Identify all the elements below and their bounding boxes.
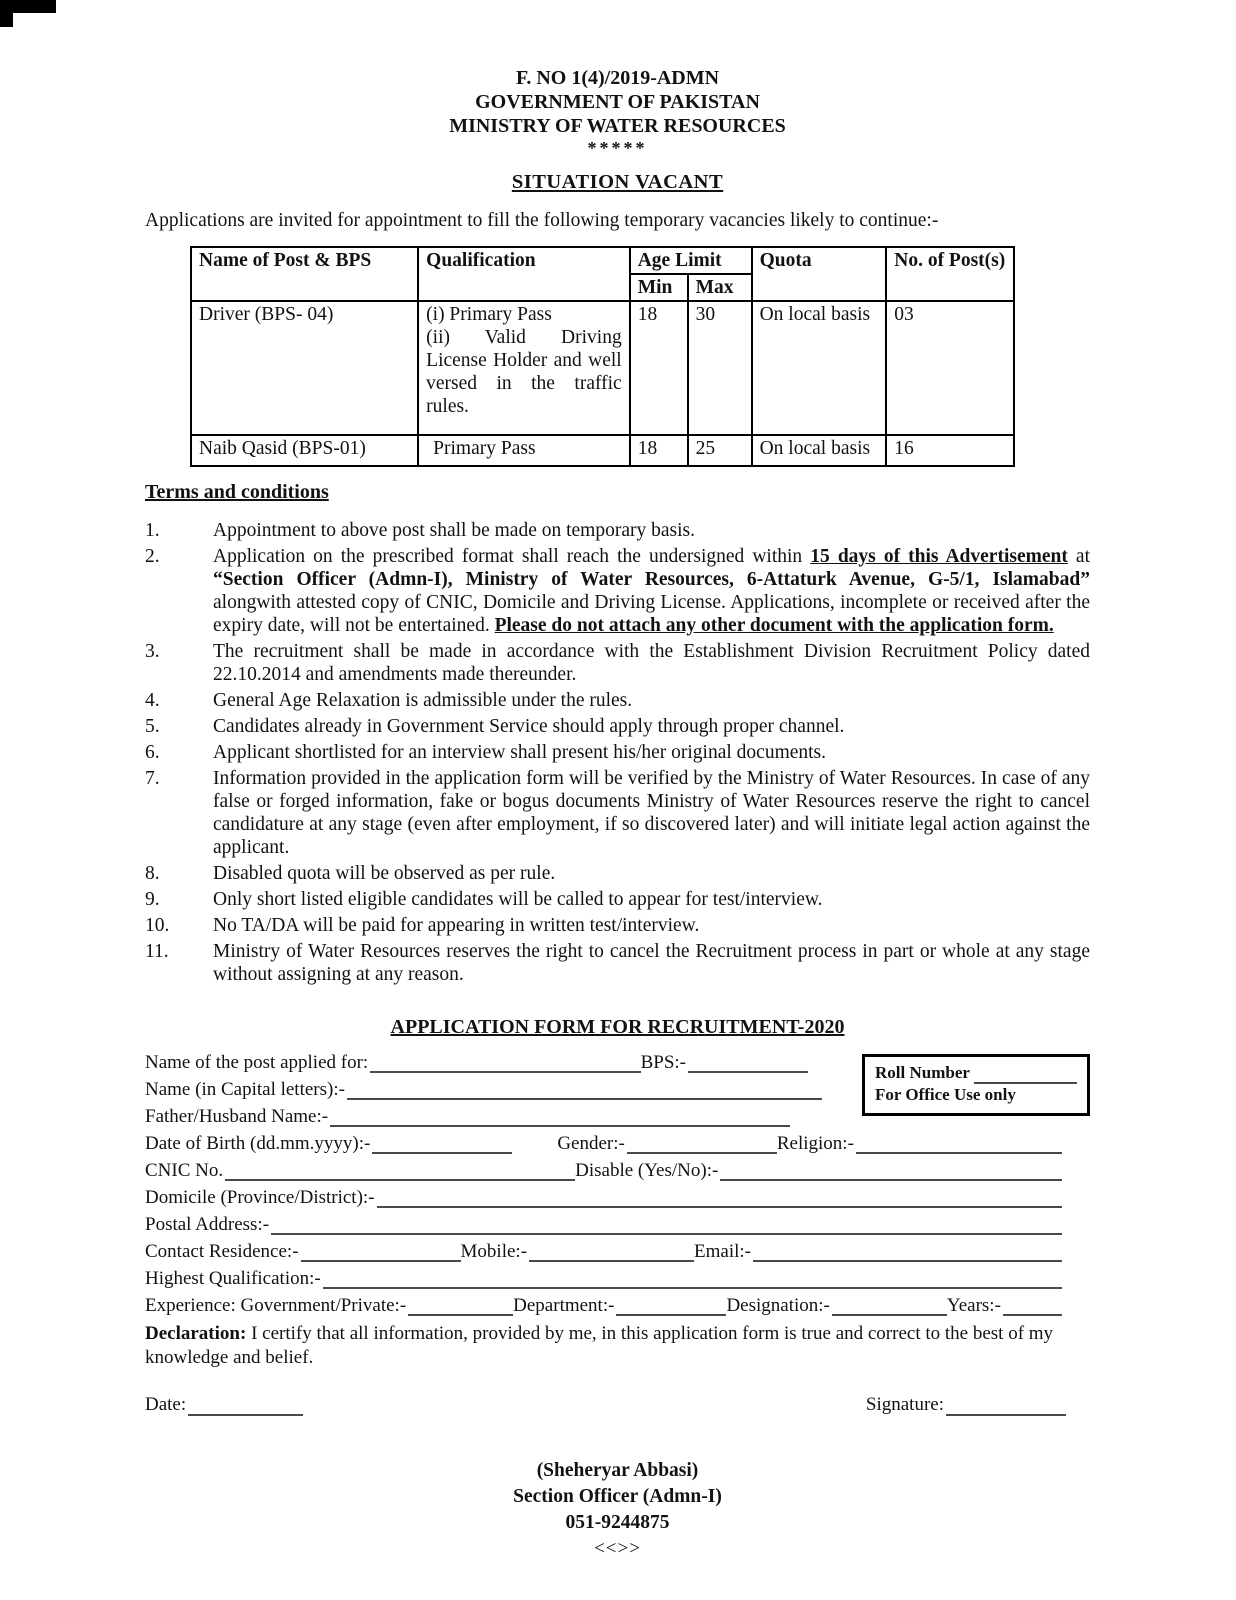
term-text: Disabled quota will be observed as per rule. xyxy=(213,863,556,884)
field-label-date: Date: xyxy=(145,1394,187,1415)
field-label-cnic: CNIC No. xyxy=(145,1160,224,1181)
term-number: 5. xyxy=(145,716,160,737)
blank-line xyxy=(1003,1296,1062,1316)
form-row xyxy=(145,1133,1062,1154)
form-row xyxy=(145,1241,1062,1262)
term-item xyxy=(145,940,1090,986)
term-number: 7. xyxy=(145,768,160,789)
field-label-post-applied: Name of the post applied for: xyxy=(145,1052,369,1073)
field-label-highest-qualification: Highest Qualification:- xyxy=(145,1268,321,1289)
blank-line xyxy=(616,1296,726,1316)
cell-post: Naib Qasid (BPS-01) xyxy=(191,435,418,466)
field-label-designation: Designation:- xyxy=(726,1295,830,1316)
term-number: 3. xyxy=(145,641,160,662)
application-form xyxy=(145,1052,1090,1416)
term-item xyxy=(145,888,1090,911)
file-number: F. NO 1(4)/2019-ADMN xyxy=(515,67,720,89)
end-mark: <<>> xyxy=(594,1538,641,1559)
field-label-disable: Disable (Yes/No):- xyxy=(575,1160,719,1181)
field-label-religion: Religion:- xyxy=(776,1133,854,1154)
term-item xyxy=(145,545,1090,637)
blank-line xyxy=(974,1066,1077,1084)
roll-number-box xyxy=(862,1054,1090,1116)
vacancy-table xyxy=(190,246,1015,467)
cell-qualification: Primary Pass xyxy=(418,435,630,466)
cell-post: Driver (BPS- 04) xyxy=(191,301,418,435)
form-row xyxy=(145,1079,822,1100)
term-text: Information provided in the application form will be verified by the Ministry of Water Resources. In case of any false or forged information, fake or bogus documents Ministry of Water Resources reserve the right to cancel candidature at any stage (even after employment, if so discovered later) and will initiate legal action against the applicant. xyxy=(213,768,1090,858)
form-row xyxy=(145,1214,1062,1235)
blank-line xyxy=(720,1161,1062,1181)
term-text: No TA/DA will be paid for appearing in written test/interview. xyxy=(213,915,700,936)
blank-line xyxy=(347,1080,822,1100)
col-header-quota: Quota xyxy=(752,247,887,301)
term-number: 8. xyxy=(145,863,160,884)
blank-line xyxy=(529,1242,694,1262)
cell-age-max: 30 xyxy=(688,301,752,435)
field-label-gender: Gender:- xyxy=(557,1133,625,1154)
cell-age-max: 25 xyxy=(688,435,752,466)
form-row xyxy=(145,1106,790,1127)
cell-quota: On local basis xyxy=(752,301,887,435)
col-header-no-of-posts: No. of Post(s) xyxy=(886,247,1014,301)
blank-line xyxy=(301,1242,461,1262)
term-text: The recruitment shall be made in accordance with the Establishment Division Recruitment Policy dated 22.10.2014 and amendments made thereunder. xyxy=(213,641,1090,685)
col-header-age-limit: Age Limit xyxy=(630,247,752,274)
term-number: 2. xyxy=(145,546,160,567)
term-item xyxy=(145,767,1090,859)
term-item xyxy=(145,862,1090,885)
field-label-email: Email:- xyxy=(694,1241,752,1262)
blank-line xyxy=(323,1269,1062,1289)
cell-posts: 03 xyxy=(886,301,1014,435)
term-text: Applicant shortlisted for an interview shall present his/her original documents. xyxy=(213,742,827,763)
form-row xyxy=(145,1160,1062,1181)
term-item xyxy=(145,914,1090,937)
office-use-label: For Office Use only xyxy=(875,1085,1016,1104)
blank-line xyxy=(753,1242,1062,1262)
term-number: 10. xyxy=(145,915,170,936)
intro-text: Applications are invited for appointment to fill the following temporary vacancies likely to continue:- xyxy=(145,210,939,231)
col-header-qualification: Qualification xyxy=(418,247,630,301)
term-number: 1. xyxy=(145,520,160,541)
field-label-dob: Date of Birth (dd.mm.yyyy):- xyxy=(145,1133,371,1154)
term-number: 9. xyxy=(145,889,160,910)
term-number: 11. xyxy=(145,941,169,962)
blank-line xyxy=(330,1107,790,1127)
terms-heading: Terms and conditions xyxy=(145,481,329,503)
field-label-department: Department:- xyxy=(513,1295,615,1316)
field-label-contact-residence: Contact Residence:- xyxy=(145,1241,299,1262)
declaration-text: Declaration: I certify that all information, provided by me, in this application form is true and correct to the best of my knowledge and belief. xyxy=(145,1323,1054,1368)
blank-line xyxy=(225,1161,575,1181)
term-text: General Age Relaxation is admissible under the rules. xyxy=(213,690,633,711)
blank-line xyxy=(856,1134,1062,1154)
term-item xyxy=(145,519,1090,542)
field-label-bps: BPS:- xyxy=(640,1052,686,1073)
table-row xyxy=(191,301,1014,435)
field-label-mobile: Mobile:- xyxy=(460,1241,528,1262)
terms-list xyxy=(145,519,1090,986)
stars-separator: ***** xyxy=(587,138,648,158)
term-number: 6. xyxy=(145,742,160,763)
scan-artifact xyxy=(0,0,13,27)
ministry-title: MINISTRY OF WATER RESOURCES xyxy=(449,115,786,137)
form-row xyxy=(145,1268,1062,1289)
table-row xyxy=(191,435,1014,466)
col-header-min: Min xyxy=(630,274,688,301)
blank-line xyxy=(372,1134,512,1154)
term-item xyxy=(145,741,1090,764)
field-label-domicile: Domicile (Province/District):- xyxy=(145,1187,375,1208)
cell-qualification: (i) Primary Pass (ii) Valid Driving License Holder and well versed in the traffic rules. xyxy=(418,301,630,435)
blank-line xyxy=(377,1188,1062,1208)
blank-line xyxy=(946,1396,1066,1416)
blank-line xyxy=(188,1396,303,1416)
signatory-phone: 051-9244875 xyxy=(565,1512,670,1533)
term-item xyxy=(145,715,1090,738)
term-text: Application on the prescribed format shall reach the undersigned within 15 days of this Advertisement at “Section Officer (Admn-I), Ministry of Water Resources, 6-Attaturk Avenue, G-5/1, Islamabad” alongwith attested copy of CNIC, Domicile and Driving License. Applications, incomplete or received after the expiry date, will not be entertained. Please do not attach any other document with the application form. xyxy=(213,546,1090,636)
term-item xyxy=(145,689,1090,712)
cell-age-min: 18 xyxy=(630,435,688,466)
blank-line xyxy=(408,1296,513,1316)
field-label-years: Years:- xyxy=(946,1295,1001,1316)
signatory-block xyxy=(145,1458,1090,1562)
signatory-name: (Sheheryar Abbasi) xyxy=(536,1460,699,1481)
date-signature-row xyxy=(145,1394,1066,1416)
term-number: 4. xyxy=(145,690,160,711)
term-text: Ministry of Water Resources reserves the right to cancel the Recruitment process in part or whole at any stage without assigning at any reason. xyxy=(213,941,1090,985)
blank-line xyxy=(370,1053,640,1073)
term-text: Candidates already in Government Service should apply through proper channel. xyxy=(213,716,845,737)
document-header xyxy=(145,66,1090,158)
field-label-postal: Postal Address:- xyxy=(145,1214,270,1235)
col-header-post: Name of Post & BPS xyxy=(191,247,418,301)
cell-posts: 16 xyxy=(886,435,1014,466)
government-title: GOVERNMENT OF PAKISTAN xyxy=(475,91,760,113)
blank-line xyxy=(271,1215,1062,1235)
blank-line xyxy=(627,1134,777,1154)
term-item xyxy=(145,640,1090,686)
field-label-father-husband: Father/Husband Name:- xyxy=(145,1106,329,1127)
field-label-signature: Signature: xyxy=(865,1394,944,1415)
signatory-designation: Section Officer (Admn-I) xyxy=(513,1486,722,1507)
term-text: Appointment to above post shall be made on temporary basis. xyxy=(213,520,695,541)
field-label-experience: Experience: Government/Private:- xyxy=(145,1295,407,1316)
cell-age-min: 18 xyxy=(630,301,688,435)
cell-quota: On local basis xyxy=(752,435,887,466)
form-row xyxy=(145,1187,1062,1208)
application-form-title: APPLICATION FORM FOR RECRUITMENT-2020 xyxy=(390,1016,845,1038)
col-header-max: Max xyxy=(688,274,752,301)
roll-number-label: Roll Number xyxy=(875,1063,970,1082)
term-text: Only short listed eligible candidates will be called to appear for test/interview. xyxy=(213,889,823,910)
blank-line xyxy=(688,1053,808,1073)
blank-line xyxy=(832,1296,947,1316)
field-label-name-capital: Name (in Capital letters):- xyxy=(145,1079,345,1100)
form-row xyxy=(145,1295,1062,1316)
document-title: SITUATION VACANT xyxy=(511,171,724,193)
form-row xyxy=(145,1052,808,1073)
